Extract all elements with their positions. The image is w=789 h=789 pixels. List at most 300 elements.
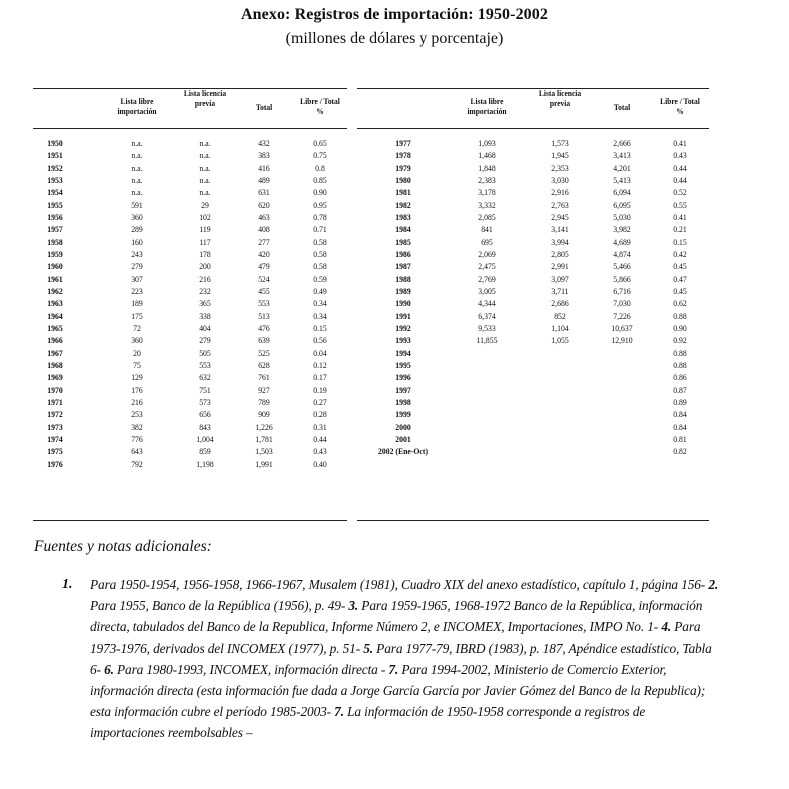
page-subtitle: (millones de dólares y porcentaje) (285, 30, 504, 47)
cell-libre: 129 (131, 372, 143, 383)
cell-pct: 0.82 (673, 446, 687, 457)
cell-year: 1950 (47, 138, 63, 148)
cell-total: 4,689 (613, 236, 631, 247)
cell-year: 1988 (395, 273, 411, 284)
table-row (357, 211, 709, 223)
cell-year: 1952 (47, 162, 63, 173)
cell-libre: 253 (131, 409, 143, 420)
table-body-left (33, 137, 347, 470)
table-row (357, 408, 709, 420)
note-segment: La información de 1950-1958 corresponde a registros de importaciones reembolsables – (90, 704, 646, 741)
cell-licencia: 553 (199, 359, 211, 370)
cell-total: 761 (258, 372, 270, 383)
cell-licencia: 2,991 (551, 261, 569, 272)
cell-licencia: 1,198 (196, 458, 214, 469)
page-title: Anexo: Registros de importación: 1950-2002 (241, 6, 548, 23)
table-row (33, 310, 347, 322)
table-row (357, 310, 709, 322)
cell-pct: 0.84 (673, 409, 687, 420)
cell-pct: 0.71 (313, 224, 327, 235)
cell-pct: 0.95 (313, 199, 327, 210)
cell-year: 1976 (47, 458, 63, 469)
cell-pct: 0.28 (313, 409, 327, 420)
table-row (357, 186, 709, 198)
table-row (33, 445, 347, 457)
cell-total: 513 (258, 310, 270, 321)
table-row (33, 149, 347, 161)
cell-pct: 0.45 (673, 261, 687, 272)
note-item-number: 5. (363, 640, 373, 656)
cell-total: 5,413 (613, 174, 631, 185)
cell-libre: n.a. (131, 150, 143, 161)
cell-pct: 0.84 (673, 421, 687, 432)
cell-pct: 0.65 (313, 138, 327, 148)
cell-licencia: 656 (199, 409, 211, 420)
cell-pct: 0.19 (313, 384, 327, 395)
cell-libre: 160 (131, 236, 143, 247)
header-total: Total (255, 102, 273, 112)
note-segment: Para 1955, Banco de la República (1956), p. 49- (90, 598, 349, 614)
note-item-number: 3. (348, 598, 359, 614)
table-row (357, 285, 709, 297)
cell-year: 1998 (395, 396, 411, 407)
cell-year: 1962 (47, 285, 63, 296)
cell-total: 12,910 (611, 335, 633, 346)
table-row (357, 260, 709, 272)
cell-total: 6,095 (613, 199, 631, 210)
cell-year: 1981 (395, 187, 411, 198)
cell-pct: 0.87 (673, 384, 687, 395)
cell-pct: 0.88 (673, 310, 687, 321)
cell-pct: 0.86 (673, 372, 687, 383)
cell-year: 1959 (47, 248, 63, 259)
cell-pct: 0.78 (313, 211, 327, 222)
header-lista-licencia: Lista licencia previa (183, 88, 227, 108)
cell-pct: 0.34 (313, 310, 327, 321)
cell-year: 1957 (47, 224, 63, 235)
cell-total: 524 (258, 273, 270, 284)
table-row (33, 162, 347, 174)
cell-total: 277 (258, 236, 270, 247)
cell-total: 525 (258, 347, 270, 358)
cell-year: 1993 (395, 335, 411, 346)
cell-total: 1,226 (255, 421, 273, 432)
table-row (33, 186, 347, 198)
cell-licencia: 232 (199, 285, 211, 296)
cell-year: 1987 (395, 261, 411, 272)
cell-year: 2001 (395, 433, 411, 444)
cell-total: 489 (258, 174, 270, 185)
cell-year: 1961 (47, 273, 63, 284)
cell-licencia: n.a. (199, 174, 211, 185)
table-header-rule (357, 128, 709, 129)
cell-licencia: 3,994 (551, 236, 569, 247)
cell-libre: 1,468 (478, 150, 496, 161)
cell-pct: 0.17 (313, 372, 327, 383)
table-row (357, 273, 709, 285)
note-item-number: 4. (661, 619, 672, 635)
cell-year: 1954 (47, 187, 63, 198)
cell-pct: 0.88 (673, 347, 687, 358)
cell-total: 5,866 (613, 273, 631, 284)
cell-libre: 1,848 (478, 162, 496, 173)
table-row (33, 384, 347, 396)
table-row (357, 347, 709, 359)
cell-libre: 2,769 (478, 273, 496, 284)
cell-total: 4,874 (613, 248, 631, 259)
cell-libre: 2,069 (478, 248, 496, 259)
cell-year: 1997 (395, 384, 411, 395)
table-row (357, 421, 709, 433)
cell-pct: 0.49 (313, 285, 327, 296)
note-item-number: 6. (104, 661, 114, 677)
table-row (357, 334, 709, 346)
cell-libre: 176 (131, 384, 143, 395)
cell-libre: 243 (131, 248, 143, 259)
table-row (33, 396, 347, 408)
cell-licencia: 365 (199, 298, 211, 309)
cell-libre: 2,475 (478, 261, 496, 272)
cell-year: 1985 (395, 236, 411, 247)
table-row (357, 396, 709, 408)
cell-year: 1977 (395, 138, 411, 148)
cell-libre: 175 (131, 310, 143, 321)
table-row (357, 223, 709, 235)
cell-licencia: 573 (199, 396, 211, 407)
cell-year: 1967 (47, 347, 63, 358)
cell-licencia: 1,945 (551, 150, 569, 161)
cell-total: 631 (258, 187, 270, 198)
cell-licencia: 216 (199, 273, 211, 284)
cell-libre: 2,085 (478, 211, 496, 222)
cell-total: 4,201 (613, 162, 631, 173)
table-row (33, 285, 347, 297)
cell-licencia: 200 (199, 261, 211, 272)
cell-libre: 9,533 (478, 322, 496, 333)
table-row (357, 433, 709, 445)
cell-pct: 0.31 (313, 421, 327, 432)
header-libre-total-pct: Libre / Total % (660, 96, 700, 116)
cell-pct: 0.8 (315, 162, 325, 173)
table-row (357, 162, 709, 174)
cell-pct: 0.42 (673, 248, 687, 259)
cell-total: 7,226 (613, 310, 631, 321)
cell-pct: 0.75 (313, 150, 327, 161)
cell-total: 383 (258, 150, 270, 161)
note-segment: Para 1973-1976, derivados del INCOMEX (1977), p. 51- (90, 619, 701, 656)
note-segment: Para 1977-79, IBRD (1983), p. 187, Apéndice estadístico, Tabla 6- (90, 640, 712, 677)
cell-libre: n.a. (131, 174, 143, 185)
note-number: 1. (62, 577, 73, 592)
cell-year: 1990 (395, 298, 411, 309)
cell-year: 1964 (47, 310, 63, 321)
cell-year: 1989 (395, 285, 411, 296)
note-segment: Para 1994-2002, Ministerio de Comercio Exterior, información directa (esta información fue dada a Jorge García García por Javier Gómez del Banco de la Republica); esta información cubre el período 1985-2003- (90, 661, 706, 720)
cell-year: 1958 (47, 236, 63, 247)
header-lista-libre: Lista libre importación (467, 96, 507, 116)
cell-licencia: n.a. (199, 187, 211, 198)
table-row (33, 236, 347, 248)
cell-year: 1970 (47, 384, 63, 395)
cell-total: 6,716 (613, 285, 631, 296)
cell-pct: 0.41 (673, 138, 687, 148)
cell-pct: 0.04 (313, 347, 327, 358)
cell-licencia: 2,763 (551, 199, 569, 210)
cell-year: 1965 (47, 322, 63, 333)
cell-pct: 0.55 (673, 199, 687, 210)
cell-year: 1983 (395, 211, 411, 222)
cell-licencia: 29 (201, 199, 209, 210)
cell-licencia: 404 (199, 322, 211, 333)
cell-pct: 0.62 (673, 298, 687, 309)
cell-year: 1968 (47, 359, 63, 370)
note-segment: Para 1959-1965, 1968-1972 Banco de la República, información directa, tabulados del Banco de la Republica, Informe Número 2, e INCOMEX, Importaciones, IMPO No. 1- (90, 598, 703, 635)
cell-total: 789 (258, 396, 270, 407)
table-row (33, 137, 347, 149)
cell-licencia: 3,711 (551, 285, 569, 296)
cell-licencia: 505 (199, 347, 211, 358)
table-row (357, 137, 709, 149)
cell-licencia: 1,004 (196, 433, 214, 444)
table-row (357, 384, 709, 396)
cell-licencia: 632 (199, 372, 211, 383)
cell-licencia: 338 (199, 310, 211, 321)
cell-pct: 0.59 (313, 273, 327, 284)
table-row (357, 248, 709, 260)
cell-year: 1966 (47, 335, 63, 346)
cell-licencia: 852 (554, 310, 566, 321)
cell-total: 620 (258, 199, 270, 210)
cell-pct: 0.15 (673, 236, 687, 247)
cell-libre: 3,005 (478, 285, 496, 296)
cell-libre: 4,344 (478, 298, 496, 309)
cell-pct: 0.40 (313, 458, 327, 469)
cell-year: 2002 (Ene-Oct) (377, 446, 429, 457)
cell-pct: 0.58 (313, 261, 327, 272)
cell-licencia: 102 (199, 211, 211, 222)
cell-total: 1,781 (255, 433, 273, 444)
cell-year: 1956 (47, 211, 63, 222)
cell-pct: 0.44 (313, 433, 327, 444)
cell-total: 455 (258, 285, 270, 296)
cell-licencia: 2,805 (551, 248, 569, 259)
cell-pct: 0.45 (673, 285, 687, 296)
cell-year: 1980 (395, 174, 411, 185)
cell-total: 2,666 (613, 138, 631, 148)
cell-licencia: 751 (199, 384, 211, 395)
cell-total: 408 (258, 224, 270, 235)
cell-pct: 0.47 (673, 273, 687, 284)
cell-libre: 72 (133, 322, 141, 333)
cell-total: 927 (258, 384, 270, 395)
cell-total: 628 (258, 359, 270, 370)
table-bottom-rule (357, 520, 709, 521)
cell-licencia: n.a. (199, 138, 211, 148)
table-row (33, 371, 347, 383)
cell-libre: 2,383 (478, 174, 496, 185)
cell-licencia: n.a. (199, 162, 211, 173)
table-row (33, 248, 347, 260)
table-row (33, 260, 347, 272)
header-libre-total-pct: Libre / Total % (300, 96, 340, 116)
table-row (33, 359, 347, 371)
cell-licencia: 3,030 (551, 174, 569, 185)
table-row (357, 174, 709, 186)
table-row (33, 408, 347, 420)
cell-libre: 216 (131, 396, 143, 407)
cell-pct: 0.92 (673, 335, 687, 346)
table-row (33, 211, 347, 223)
cell-year: 1986 (395, 248, 411, 259)
cell-pct: 0.81 (673, 433, 687, 444)
table-row (33, 223, 347, 235)
notes-heading: Fuentes y notas adicionales: (34, 538, 212, 555)
cell-year: 1963 (47, 298, 63, 309)
cell-total: 909 (258, 409, 270, 420)
cell-year: 1996 (395, 372, 411, 383)
cell-year: 1969 (47, 372, 63, 383)
cell-year: 1978 (395, 150, 411, 161)
cell-year: 1953 (47, 174, 63, 185)
table-row (357, 297, 709, 309)
table-row (357, 236, 709, 248)
cell-licencia: 1,055 (551, 335, 569, 346)
cell-year: 2000 (395, 421, 411, 432)
cell-libre: 695 (481, 236, 493, 247)
cell-year: 1999 (395, 409, 411, 420)
cell-libre: 307 (131, 273, 143, 284)
table-row (357, 199, 709, 211)
cell-pct: 0.43 (313, 446, 327, 457)
table-row (33, 273, 347, 285)
cell-pct: 0.58 (313, 248, 327, 259)
cell-licencia: 279 (199, 335, 211, 346)
cell-year: 1992 (395, 322, 411, 333)
cell-pct: 0.44 (673, 162, 687, 173)
cell-licencia: 2,686 (551, 298, 569, 309)
cell-total: 5,030 (613, 211, 631, 222)
cell-year: 1973 (47, 421, 63, 432)
note-text (90, 574, 720, 744)
table-row (33, 199, 347, 211)
cell-total: 463 (258, 211, 270, 222)
table-row (357, 445, 709, 457)
cell-pct: 0.90 (673, 322, 687, 333)
note-item-number: 7. (334, 704, 344, 720)
cell-total: 432 (258, 138, 270, 148)
table-row (33, 421, 347, 433)
cell-year: 1974 (47, 433, 63, 444)
cell-licencia: 119 (199, 224, 211, 235)
table-row (357, 371, 709, 383)
cell-year: 1960 (47, 261, 63, 272)
cell-total: 3,982 (613, 224, 631, 235)
cell-year: 1951 (47, 150, 63, 161)
cell-licencia: 117 (199, 236, 211, 247)
cell-pct: 0.52 (673, 187, 687, 198)
cell-year: 1972 (47, 409, 63, 420)
cell-year: 1975 (47, 446, 63, 457)
cell-libre: 776 (131, 433, 143, 444)
cell-libre: 360 (131, 211, 143, 222)
cell-total: 1,503 (255, 446, 273, 457)
cell-pct: 0.90 (313, 187, 327, 198)
table-body-right (357, 137, 709, 458)
cell-total: 639 (258, 335, 270, 346)
cell-licencia: 3,097 (551, 273, 569, 284)
cell-licencia: 859 (199, 446, 211, 457)
table-row (33, 297, 347, 309)
cell-licencia: 2,353 (551, 162, 569, 173)
cell-libre: 289 (131, 224, 143, 235)
header-total: Total (613, 102, 631, 112)
table-header-rule (33, 128, 347, 129)
cell-total: 3,413 (613, 150, 631, 161)
cell-year: 1994 (395, 347, 411, 358)
cell-pct: 0.27 (313, 396, 327, 407)
cell-total: 1,991 (255, 458, 273, 469)
cell-libre: 3,332 (478, 199, 496, 210)
table-row (357, 322, 709, 334)
table-row (33, 334, 347, 346)
header-lista-licencia: Lista licencia previa (538, 88, 582, 108)
cell-total: 420 (258, 248, 270, 259)
cell-licencia: 3,141 (551, 224, 569, 235)
note-segment: Para 1980-1993, INCOMEX, información directa - (113, 661, 389, 677)
note-item-number: 7. (388, 661, 399, 677)
cell-licencia: 178 (199, 248, 211, 259)
cell-libre: 841 (481, 224, 493, 235)
cell-licencia: 843 (199, 421, 211, 432)
table-row (357, 359, 709, 371)
cell-year: 1979 (395, 162, 411, 173)
cell-pct: 0.89 (673, 396, 687, 407)
cell-libre: 643 (131, 446, 143, 457)
cell-total: 416 (258, 162, 270, 173)
cell-pct: 0.21 (673, 224, 687, 235)
cell-pct: 0.12 (313, 359, 327, 370)
cell-libre: 6,374 (478, 310, 496, 321)
cell-pct: 0.43 (673, 150, 687, 161)
cell-pct: 0.34 (313, 298, 327, 309)
cell-year: 1971 (47, 396, 63, 407)
cell-libre: n.a. (131, 187, 143, 198)
cell-pct: 0.85 (313, 174, 327, 185)
cell-total: 553 (258, 298, 270, 309)
cell-year: 1984 (395, 224, 411, 235)
cell-pct: 0.58 (313, 236, 327, 247)
cell-libre: n.a. (131, 138, 143, 148)
note-segment: Para 1950-1954, 1956-1958, 1966-1967, Musalem (1981), Cuadro XIX del anexo estadístico, capítulo 1, página 156- (90, 577, 709, 592)
cell-licencia: 1,104 (551, 322, 569, 333)
cell-libre: 1,093 (478, 138, 496, 148)
cell-total: 7,030 (613, 298, 631, 309)
header-lista-libre: Lista libre importación (117, 96, 157, 116)
cell-libre: 382 (131, 421, 143, 432)
table-bottom-rule (33, 520, 347, 521)
cell-licencia: 1,573 (551, 138, 569, 148)
cell-pct: 0.41 (673, 211, 687, 222)
cell-pct: 0.88 (673, 359, 687, 370)
cell-pct: 0.56 (313, 335, 327, 346)
cell-libre: n.a. (131, 162, 143, 173)
cell-libre: 279 (131, 261, 143, 272)
cell-total: 6,094 (613, 187, 631, 198)
cell-year: 1991 (395, 310, 411, 321)
cell-licencia: 2,916 (551, 187, 569, 198)
cell-libre: 189 (131, 298, 143, 309)
cell-total: 479 (258, 261, 270, 272)
